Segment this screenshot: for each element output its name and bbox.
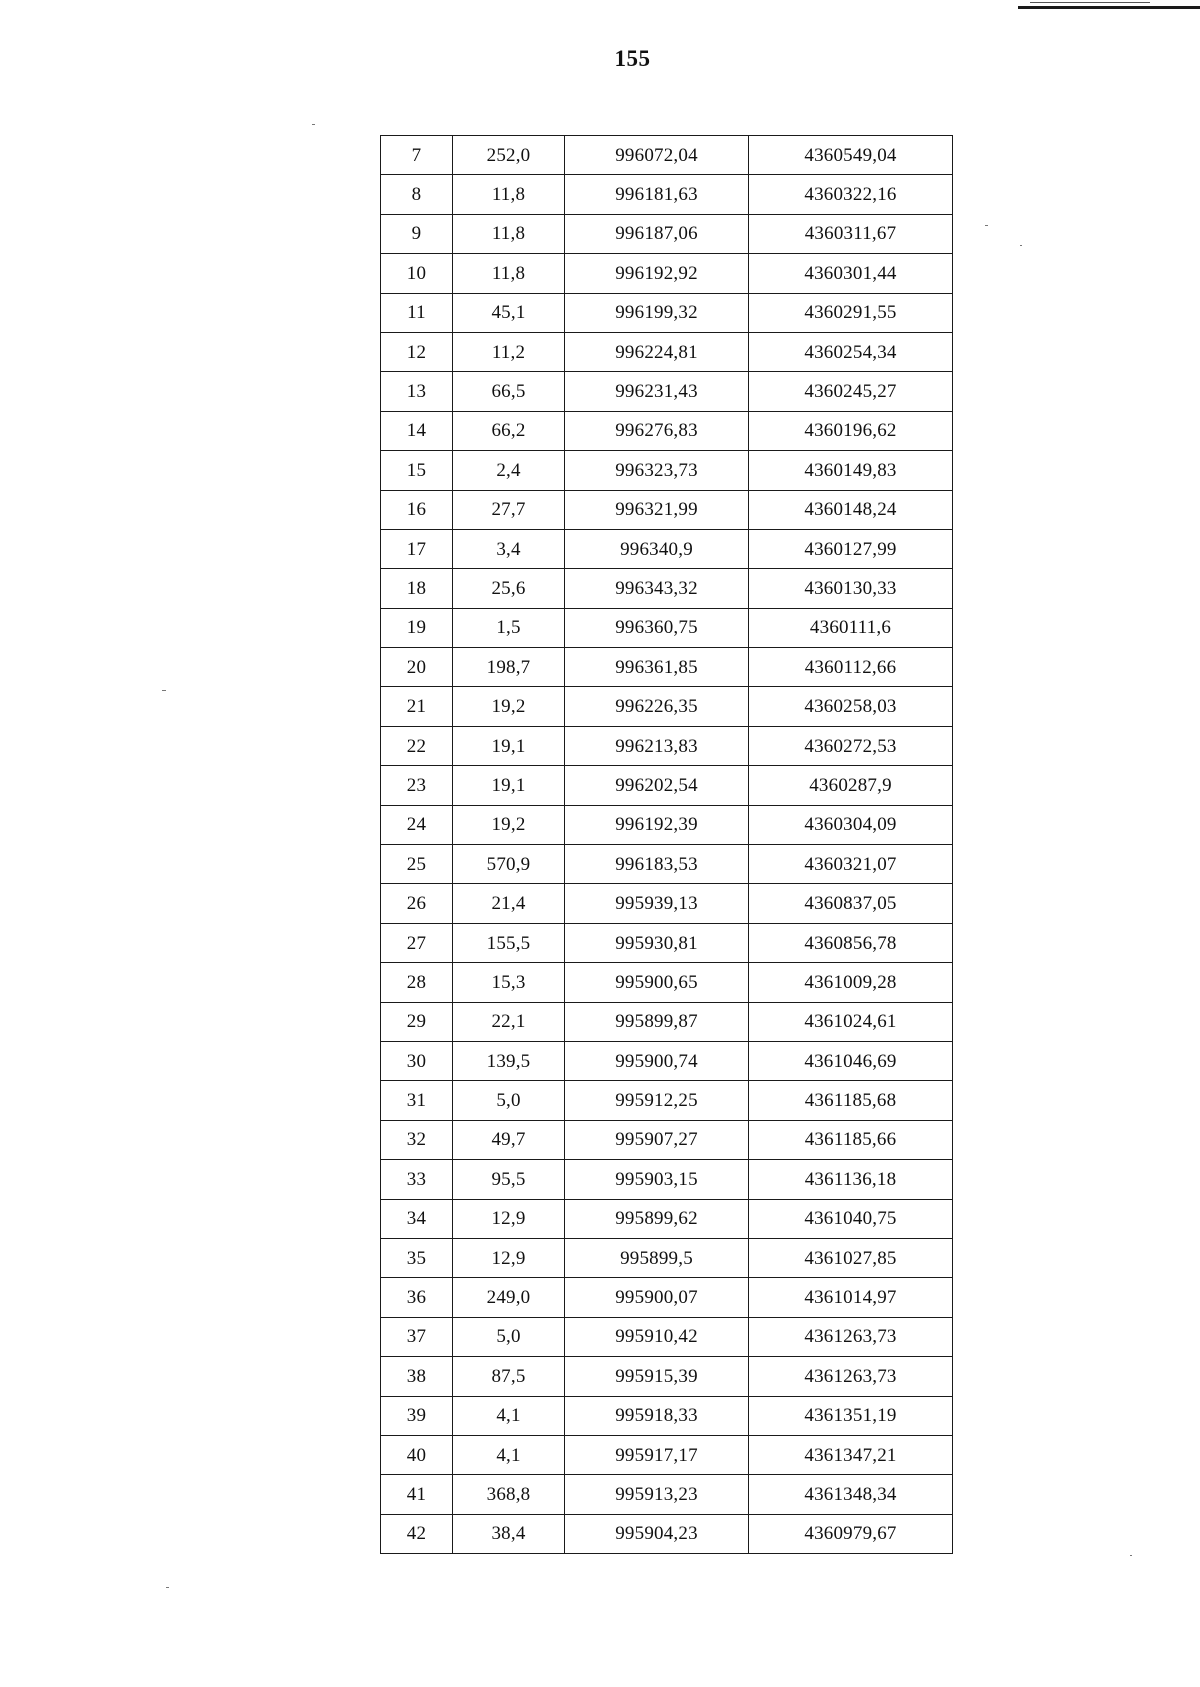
x-coordinate-cell: 996192,92 xyxy=(565,254,749,293)
segment-length-cell: 45,1 xyxy=(453,293,565,332)
x-coordinate-cell: 995930,81 xyxy=(565,923,749,962)
table-row xyxy=(381,451,953,490)
table-row xyxy=(381,608,953,647)
point-number-cell: 11 xyxy=(381,293,453,332)
x-coordinate-cell: 995917,17 xyxy=(565,1435,749,1474)
x-coordinate-cell: 995912,25 xyxy=(565,1081,749,1120)
x-coordinate-cell: 995903,15 xyxy=(565,1160,749,1199)
scan-speck xyxy=(1130,1555,1132,1556)
y-coordinate-cell: 4360322,16 xyxy=(749,175,953,214)
x-coordinate-cell: 995899,62 xyxy=(565,1199,749,1238)
table-row xyxy=(381,726,953,765)
table-row xyxy=(381,687,953,726)
segment-length-cell: 1,5 xyxy=(453,608,565,647)
segment-length-cell: 25,6 xyxy=(453,569,565,608)
segment-length-cell: 21,4 xyxy=(453,884,565,923)
y-coordinate-cell: 4360149,83 xyxy=(749,451,953,490)
segment-length-cell: 19,1 xyxy=(453,726,565,765)
x-coordinate-cell: 996276,83 xyxy=(565,411,749,450)
x-coordinate-cell: 996323,73 xyxy=(565,451,749,490)
scan-edge-line xyxy=(1030,2,1150,3)
point-number-cell: 35 xyxy=(381,1238,453,1277)
table-row xyxy=(381,1514,953,1553)
point-number-cell: 12 xyxy=(381,332,453,371)
x-coordinate-cell: 995900,65 xyxy=(565,963,749,1002)
y-coordinate-cell: 4361027,85 xyxy=(749,1238,953,1277)
y-coordinate-cell: 4360148,24 xyxy=(749,490,953,529)
scan-speck xyxy=(312,124,315,125)
table-row xyxy=(381,1238,953,1277)
scan-speck xyxy=(166,1587,169,1588)
table-row xyxy=(381,1278,953,1317)
x-coordinate-cell: 995900,74 xyxy=(565,1041,749,1080)
point-number-cell: 28 xyxy=(381,963,453,1002)
table-row xyxy=(381,884,953,923)
point-number-cell: 34 xyxy=(381,1199,453,1238)
y-coordinate-cell: 4361136,18 xyxy=(749,1160,953,1199)
x-coordinate-cell: 996340,9 xyxy=(565,529,749,568)
point-number-cell: 15 xyxy=(381,451,453,490)
table-row xyxy=(381,569,953,608)
y-coordinate-cell: 4360258,03 xyxy=(749,687,953,726)
segment-length-cell: 4,1 xyxy=(453,1396,565,1435)
segment-length-cell: 87,5 xyxy=(453,1357,565,1396)
segment-length-cell: 49,7 xyxy=(453,1120,565,1159)
segment-length-cell: 95,5 xyxy=(453,1160,565,1199)
point-number-cell: 18 xyxy=(381,569,453,608)
y-coordinate-cell: 4360254,34 xyxy=(749,332,953,371)
y-coordinate-cell: 4360130,33 xyxy=(749,569,953,608)
table-row xyxy=(381,372,953,411)
point-number-cell: 31 xyxy=(381,1081,453,1120)
point-number-cell: 26 xyxy=(381,884,453,923)
y-coordinate-cell: 4360111,6 xyxy=(749,608,953,647)
point-number-cell: 40 xyxy=(381,1435,453,1474)
x-coordinate-cell: 996224,81 xyxy=(565,332,749,371)
table-row xyxy=(381,648,953,687)
x-coordinate-cell: 995913,23 xyxy=(565,1475,749,1514)
table-row xyxy=(381,1317,953,1356)
coordinates-table xyxy=(380,135,953,1554)
table-row xyxy=(381,845,953,884)
point-number-cell: 19 xyxy=(381,608,453,647)
table-row xyxy=(381,923,953,962)
y-coordinate-cell: 4361046,69 xyxy=(749,1041,953,1080)
point-number-cell: 29 xyxy=(381,1002,453,1041)
y-coordinate-cell: 4360304,09 xyxy=(749,805,953,844)
x-coordinate-cell: 995900,07 xyxy=(565,1278,749,1317)
point-number-cell: 33 xyxy=(381,1160,453,1199)
x-coordinate-cell: 996231,43 xyxy=(565,372,749,411)
y-coordinate-cell: 4361185,68 xyxy=(749,1081,953,1120)
x-coordinate-cell: 996199,32 xyxy=(565,293,749,332)
point-number-cell: 17 xyxy=(381,529,453,568)
x-coordinate-cell: 995918,33 xyxy=(565,1396,749,1435)
point-number-cell: 25 xyxy=(381,845,453,884)
segment-length-cell: 12,9 xyxy=(453,1199,565,1238)
x-coordinate-cell: 996343,32 xyxy=(565,569,749,608)
x-coordinate-cell: 996072,04 xyxy=(565,136,749,175)
table-row xyxy=(381,1160,953,1199)
y-coordinate-cell: 4360856,78 xyxy=(749,923,953,962)
segment-length-cell: 252,0 xyxy=(453,136,565,175)
table-row xyxy=(381,175,953,214)
x-coordinate-cell: 996321,99 xyxy=(565,490,749,529)
table-row xyxy=(381,1041,953,1080)
x-coordinate-cell: 996192,39 xyxy=(565,805,749,844)
point-number-cell: 20 xyxy=(381,648,453,687)
point-number-cell: 32 xyxy=(381,1120,453,1159)
point-number-cell: 8 xyxy=(381,175,453,214)
point-number-cell: 27 xyxy=(381,923,453,962)
point-number-cell: 9 xyxy=(381,214,453,253)
segment-length-cell: 5,0 xyxy=(453,1317,565,1356)
point-number-cell: 14 xyxy=(381,411,453,450)
y-coordinate-cell: 4360245,27 xyxy=(749,372,953,411)
y-coordinate-cell: 4361348,34 xyxy=(749,1475,953,1514)
point-number-cell: 22 xyxy=(381,726,453,765)
segment-length-cell: 12,9 xyxy=(453,1238,565,1277)
scan-speck xyxy=(985,225,988,226)
y-coordinate-cell: 4361263,73 xyxy=(749,1357,953,1396)
segment-length-cell: 15,3 xyxy=(453,963,565,1002)
table-row xyxy=(381,1357,953,1396)
x-coordinate-cell: 996187,06 xyxy=(565,214,749,253)
x-coordinate-cell: 996181,63 xyxy=(565,175,749,214)
table-row xyxy=(381,1120,953,1159)
scan-speck xyxy=(1020,245,1022,246)
table-row xyxy=(381,1081,953,1120)
y-coordinate-cell: 4360321,07 xyxy=(749,845,953,884)
table-row xyxy=(381,136,953,175)
table-row xyxy=(381,805,953,844)
segment-length-cell: 4,1 xyxy=(453,1435,565,1474)
point-number-cell: 13 xyxy=(381,372,453,411)
x-coordinate-cell: 995910,42 xyxy=(565,1317,749,1356)
y-coordinate-cell: 4360311,67 xyxy=(749,214,953,253)
segment-length-cell: 249,0 xyxy=(453,1278,565,1317)
segment-length-cell: 22,1 xyxy=(453,1002,565,1041)
y-coordinate-cell: 4361347,21 xyxy=(749,1435,953,1474)
table-row xyxy=(381,963,953,1002)
table-row xyxy=(381,1199,953,1238)
y-coordinate-cell: 4360112,66 xyxy=(749,648,953,687)
segment-length-cell: 19,2 xyxy=(453,805,565,844)
table-row xyxy=(381,411,953,450)
point-number-cell: 36 xyxy=(381,1278,453,1317)
point-number-cell: 16 xyxy=(381,490,453,529)
y-coordinate-cell: 4361014,97 xyxy=(749,1278,953,1317)
point-number-cell: 24 xyxy=(381,805,453,844)
segment-length-cell: 3,4 xyxy=(453,529,565,568)
coordinates-table-body xyxy=(381,136,953,1554)
table-row xyxy=(381,1002,953,1041)
x-coordinate-cell: 995904,23 xyxy=(565,1514,749,1553)
segment-length-cell: 570,9 xyxy=(453,845,565,884)
y-coordinate-cell: 4361024,61 xyxy=(749,1002,953,1041)
segment-length-cell: 155,5 xyxy=(453,923,565,962)
page-number: 155 xyxy=(614,46,651,71)
x-coordinate-cell: 996226,35 xyxy=(565,687,749,726)
segment-length-cell: 27,7 xyxy=(453,490,565,529)
scan-speck xyxy=(162,690,166,691)
x-coordinate-cell: 995899,87 xyxy=(565,1002,749,1041)
x-coordinate-cell: 996213,83 xyxy=(565,726,749,765)
y-coordinate-cell: 4360127,99 xyxy=(749,529,953,568)
x-coordinate-cell: 996183,53 xyxy=(565,845,749,884)
table-row xyxy=(381,1435,953,1474)
point-number-cell: 38 xyxy=(381,1357,453,1396)
x-coordinate-cell: 996360,75 xyxy=(565,608,749,647)
segment-length-cell: 66,2 xyxy=(453,411,565,450)
point-number-cell: 23 xyxy=(381,766,453,805)
y-coordinate-cell: 4361263,73 xyxy=(749,1317,953,1356)
y-coordinate-cell: 4361351,19 xyxy=(749,1396,953,1435)
segment-length-cell: 66,5 xyxy=(453,372,565,411)
x-coordinate-cell: 995907,27 xyxy=(565,1120,749,1159)
point-number-cell: 42 xyxy=(381,1514,453,1553)
point-number-cell: 7 xyxy=(381,136,453,175)
table-row xyxy=(381,293,953,332)
y-coordinate-cell: 4360301,44 xyxy=(749,254,953,293)
table-row xyxy=(381,529,953,568)
x-coordinate-cell: 995899,5 xyxy=(565,1238,749,1277)
y-coordinate-cell: 4360287,9 xyxy=(749,766,953,805)
point-number-cell: 21 xyxy=(381,687,453,726)
table-row xyxy=(381,490,953,529)
segment-length-cell: 198,7 xyxy=(453,648,565,687)
segment-length-cell: 11,8 xyxy=(453,175,565,214)
y-coordinate-cell: 4361040,75 xyxy=(749,1199,953,1238)
x-coordinate-cell: 995915,39 xyxy=(565,1357,749,1396)
table-row xyxy=(381,332,953,371)
table-row xyxy=(381,1475,953,1514)
y-coordinate-cell: 4361185,66 xyxy=(749,1120,953,1159)
point-number-cell: 39 xyxy=(381,1396,453,1435)
x-coordinate-cell: 995939,13 xyxy=(565,884,749,923)
segment-length-cell: 19,1 xyxy=(453,766,565,805)
y-coordinate-cell: 4360979,67 xyxy=(749,1514,953,1553)
segment-length-cell: 11,2 xyxy=(453,332,565,371)
y-coordinate-cell: 4360549,04 xyxy=(749,136,953,175)
x-coordinate-cell: 996202,54 xyxy=(565,766,749,805)
segment-length-cell: 139,5 xyxy=(453,1041,565,1080)
point-number-cell: 41 xyxy=(381,1475,453,1514)
segment-length-cell: 38,4 xyxy=(453,1514,565,1553)
segment-length-cell: 11,8 xyxy=(453,254,565,293)
table-row xyxy=(381,214,953,253)
y-coordinate-cell: 4360291,55 xyxy=(749,293,953,332)
table-row xyxy=(381,254,953,293)
x-coordinate-cell: 996361,85 xyxy=(565,648,749,687)
y-coordinate-cell: 4360196,62 xyxy=(749,411,953,450)
segment-length-cell: 5,0 xyxy=(453,1081,565,1120)
point-number-cell: 37 xyxy=(381,1317,453,1356)
segment-length-cell: 2,4 xyxy=(453,451,565,490)
segment-length-cell: 368,8 xyxy=(453,1475,565,1514)
y-coordinate-cell: 4360837,05 xyxy=(749,884,953,923)
segment-length-cell: 11,8 xyxy=(453,214,565,253)
point-number-cell: 10 xyxy=(381,254,453,293)
segment-length-cell: 19,2 xyxy=(453,687,565,726)
y-coordinate-cell: 4360272,53 xyxy=(749,726,953,765)
scan-edge-rule xyxy=(1018,6,1200,9)
table-row xyxy=(381,766,953,805)
point-number-cell: 30 xyxy=(381,1041,453,1080)
table-row xyxy=(381,1396,953,1435)
y-coordinate-cell: 4361009,28 xyxy=(749,963,953,1002)
